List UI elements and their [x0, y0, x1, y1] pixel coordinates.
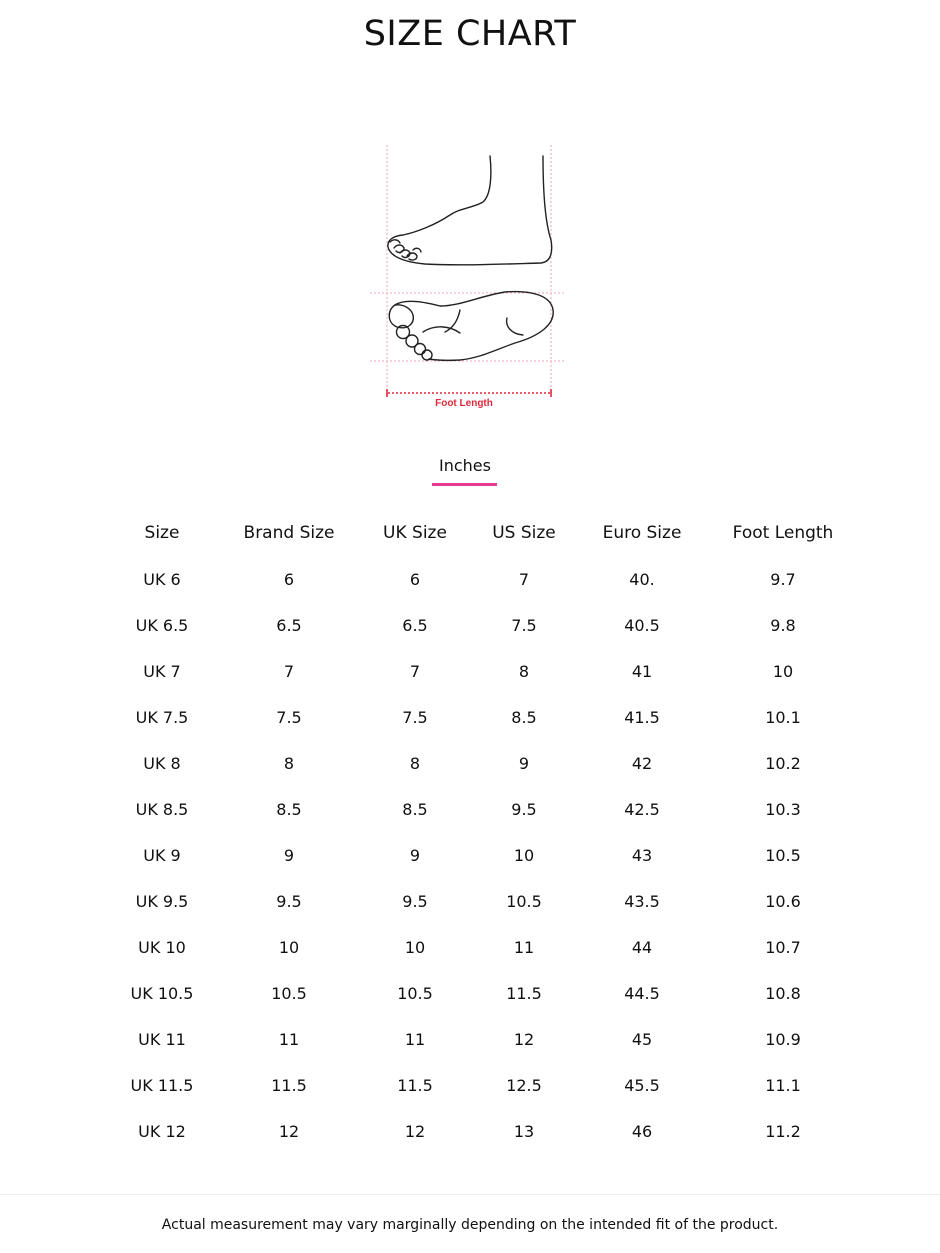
cell-size: UK 9 — [143, 845, 181, 865]
cell-euro-size: 42 — [631, 753, 653, 773]
cell-us-size: 7 — [518, 569, 530, 589]
table-row — [100, 1062, 854, 1108]
cell-uk-size: 10.5 — [397, 983, 433, 1003]
table-row — [100, 694, 854, 740]
header-us-size: US Size — [492, 523, 556, 543]
cell-foot-length: 10.6 — [765, 891, 801, 911]
cell-euro-size: 45 — [631, 1029, 653, 1049]
tab-inches[interactable]: Inches — [439, 456, 491, 475]
cell-us-size: 10.5 — [506, 891, 542, 911]
cell-euro-size: 46 — [631, 1121, 653, 1141]
header-uk-size: UK Size — [383, 523, 447, 543]
cell-brand-size: 10 — [278, 937, 300, 957]
table-row — [100, 740, 854, 786]
cell-foot-length: 11.2 — [765, 1121, 801, 1141]
cell-us-size: 12 — [513, 1029, 535, 1049]
cell-brand-size: 10.5 — [271, 983, 307, 1003]
cell-foot-length: 10.3 — [765, 799, 801, 819]
cell-euro-size: 40. — [629, 569, 655, 589]
table-row — [100, 1016, 854, 1062]
cell-euro-size: 43 — [631, 845, 653, 865]
foot-side-view-icon — [388, 156, 552, 265]
cell-uk-size: 7 — [409, 661, 421, 681]
cell-us-size: 11.5 — [506, 983, 542, 1003]
cell-us-size: 7.5 — [511, 615, 537, 635]
cell-us-size: 8 — [518, 661, 530, 681]
header-euro-size: Euro Size — [602, 523, 682, 543]
page-title: SIZE CHART — [363, 14, 577, 54]
cell-us-size: 9.5 — [511, 799, 537, 819]
cell-us-size: 9 — [518, 753, 530, 773]
cell-size: UK 6.5 — [135, 615, 189, 635]
cell-euro-size: 41.5 — [624, 707, 660, 727]
cell-size: UK 7 — [143, 661, 181, 681]
table-row — [100, 878, 854, 924]
cell-euro-size: 41 — [631, 661, 653, 681]
cell-brand-size: 11.5 — [271, 1075, 307, 1095]
cell-brand-size: 6.5 — [276, 615, 302, 635]
cell-brand-size: 8 — [283, 753, 295, 773]
table-row — [100, 556, 854, 602]
table-row — [100, 602, 854, 648]
footer-divider — [0, 1194, 940, 1195]
table-row — [100, 924, 854, 970]
cell-foot-length: 11.1 — [765, 1075, 801, 1095]
cell-uk-size: 8.5 — [402, 799, 428, 819]
cell-foot-length: 9.7 — [770, 569, 796, 589]
cell-brand-size: 11 — [278, 1029, 300, 1049]
table-row — [100, 832, 854, 878]
cell-size: UK 12 — [138, 1121, 186, 1141]
table-row — [100, 970, 854, 1016]
cell-uk-size: 9.5 — [402, 891, 428, 911]
cell-us-size: 10 — [513, 845, 535, 865]
measurement-disclaimer: Actual measurement may vary marginally depending on the intended fit of the product. — [161, 1217, 779, 1233]
cell-euro-size: 44 — [631, 937, 653, 957]
header-brand-size: Brand Size — [243, 523, 335, 543]
cell-us-size: 12.5 — [506, 1075, 542, 1095]
cell-uk-size: 7.5 — [402, 707, 428, 727]
cell-size: UK 7.5 — [135, 707, 189, 727]
cell-foot-length: 10.7 — [765, 937, 801, 957]
table-row — [100, 1108, 854, 1154]
cell-us-size: 11 — [513, 937, 535, 957]
cell-uk-size: 8 — [409, 753, 421, 773]
foot-sole-view-icon — [389, 292, 553, 361]
cell-size: UK 6 — [143, 569, 181, 589]
cell-foot-length: 10.5 — [765, 845, 801, 865]
table-header-row — [100, 510, 854, 556]
cell-brand-size: 7.5 — [276, 707, 302, 727]
cell-size: UK 8 — [143, 753, 181, 773]
cell-foot-length: 10.8 — [765, 983, 801, 1003]
cell-us-size: 13 — [513, 1121, 535, 1141]
cell-uk-size: 10 — [404, 937, 426, 957]
cell-brand-size: 8.5 — [276, 799, 302, 819]
cell-uk-size: 11 — [404, 1029, 426, 1049]
cell-size: UK 8.5 — [135, 799, 189, 819]
cell-foot-length: 10.2 — [765, 753, 801, 773]
header-foot-length: Foot Length — [732, 523, 834, 543]
cell-uk-size: 12 — [404, 1121, 426, 1141]
header-size: Size — [144, 523, 180, 543]
foot-length-label: Foot Length — [435, 398, 493, 409]
cell-uk-size: 9 — [409, 845, 421, 865]
size-chart-table — [100, 510, 854, 1154]
cell-size: UK 10.5 — [130, 983, 194, 1003]
table-row — [100, 786, 854, 832]
cell-uk-size: 6 — [409, 569, 421, 589]
cell-brand-size: 6 — [283, 569, 295, 589]
cell-foot-length: 10.9 — [765, 1029, 801, 1049]
foot-measurement-diagram — [365, 140, 570, 415]
cell-euro-size: 44.5 — [624, 983, 660, 1003]
cell-foot-length: 10 — [772, 661, 794, 681]
cell-size: UK 11 — [138, 1029, 186, 1049]
cell-brand-size: 12 — [278, 1121, 300, 1141]
cell-euro-size: 45.5 — [624, 1075, 660, 1095]
cell-brand-size: 9 — [283, 845, 295, 865]
cell-euro-size: 40.5 — [624, 615, 660, 635]
cell-uk-size: 11.5 — [397, 1075, 433, 1095]
tab-active-indicator — [432, 483, 497, 486]
cell-size: UK 9.5 — [135, 891, 189, 911]
cell-foot-length: 10.1 — [765, 707, 801, 727]
cell-us-size: 8.5 — [511, 707, 537, 727]
cell-euro-size: 43.5 — [624, 891, 660, 911]
cell-size: UK 10 — [138, 937, 186, 957]
cell-brand-size: 7 — [283, 661, 295, 681]
cell-brand-size: 9.5 — [276, 891, 302, 911]
cell-uk-size: 6.5 — [402, 615, 428, 635]
cell-euro-size: 42.5 — [624, 799, 660, 819]
cell-size: UK 11.5 — [130, 1075, 194, 1095]
table-row — [100, 648, 854, 694]
cell-foot-length: 9.8 — [770, 615, 796, 635]
